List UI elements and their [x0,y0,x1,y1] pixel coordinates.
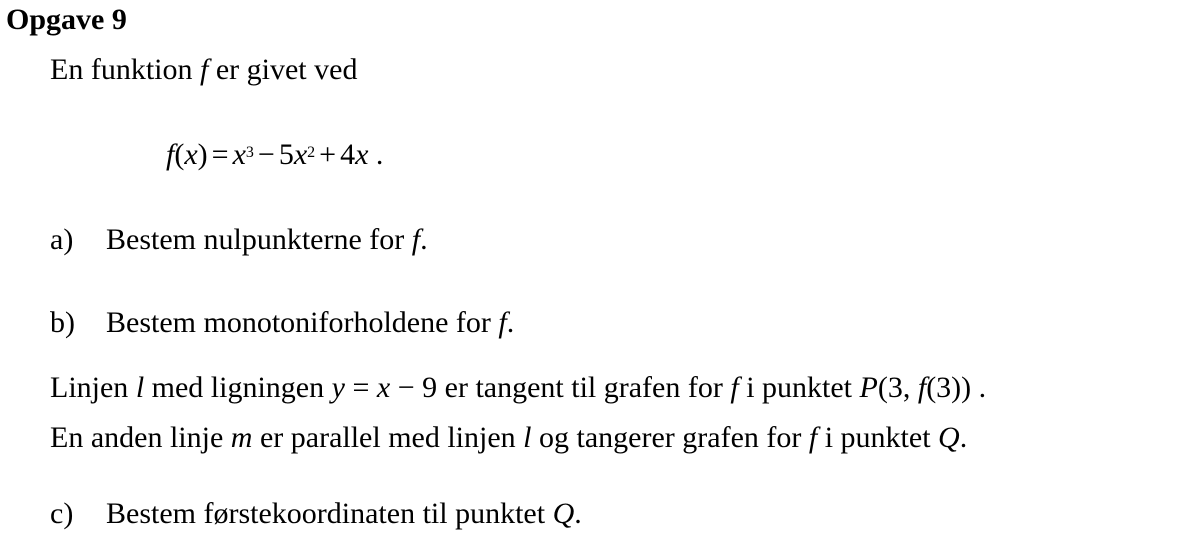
paragraph-text: med ligningen [144,371,332,404]
equation-equals: = [344,371,377,404]
point-symbol-q: Q [938,421,960,454]
formula-term-x: x [355,138,369,171]
question-label: c) [50,497,74,530]
paragraph-tangent-line [50,370,986,406]
question-label: a) [50,223,74,256]
formula-term-x: x [293,138,308,171]
exercise-title: Opgave 9 [6,3,127,36]
function-symbol: f [917,371,927,404]
paragraph-text: . [959,421,968,454]
paragraph-text: i punktet [738,371,860,404]
equation-x: x [376,371,391,404]
function-symbol: f [730,371,739,404]
function-formula [166,137,383,173]
intro-text [50,52,357,88]
formula-plus: + [319,138,337,171]
formula-arg-x: x [184,138,198,171]
formula-arg: (x) [174,138,208,171]
formula-end: . [368,138,384,171]
paragraph-text: og tangerer grafen for [531,421,809,454]
formula-fname: f [166,138,175,171]
question-end: . [506,306,515,339]
formula-minus: − [257,138,275,171]
question-text: Bestem nulpunkterne for [106,223,412,256]
question-a [50,222,428,258]
line-symbol-m: m [230,421,253,454]
formula-term-x: x [232,138,246,171]
paragraph-parallel-line [50,420,967,456]
line-symbol-l: l [135,371,145,404]
function-symbol: f [411,223,421,256]
paragraph-text: er tangent til grafen for [437,371,731,404]
question-end: . [420,223,428,256]
paragraph-text: (3, [877,371,918,404]
point-symbol-p: P [859,371,878,404]
intro-text-part: er givet ved [208,53,358,86]
paragraph-text: (3)) . [926,371,987,404]
formula-exponent: 3 [245,144,254,161]
question-c [50,496,582,532]
intro-text-part: En funktion [50,53,200,86]
equation-y: y [331,371,345,404]
line-symbol-l: l [523,421,532,454]
question-text: Bestem monotoniforholdene for [106,306,499,339]
formula-coefficient: 4 [340,138,356,171]
equation-rest: − 9 [390,371,438,404]
paragraph-text: i punktet [817,421,939,454]
question-text: Bestem førstekoordinaten til punktet [106,497,553,530]
formula-equals: = [211,138,229,171]
paragraph-text: er parallel med linjen [252,421,524,454]
point-symbol-q: Q [552,497,575,530]
formula-coefficient: 5 [278,138,294,171]
question-end: . [574,497,582,530]
paragraph-text: Linjen [50,371,136,404]
function-symbol: f [498,306,507,339]
question-b [50,305,514,341]
formula-exponent: 2 [307,144,316,161]
question-label: b) [50,306,75,339]
function-symbol: f [200,53,209,86]
function-symbol: f [808,421,818,454]
paragraph-text: En anden linje [50,421,231,454]
